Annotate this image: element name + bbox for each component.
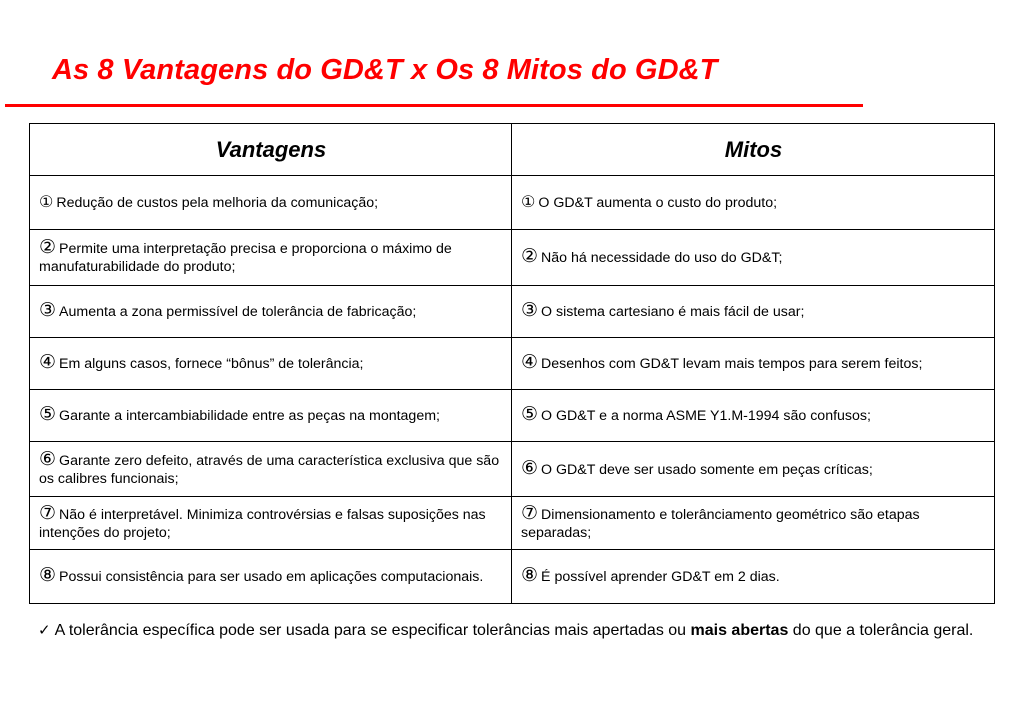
- advantage-cell: [30, 497, 512, 550]
- comparison-table: [29, 123, 995, 604]
- table-row: [30, 338, 995, 390]
- circled-number: ①: [521, 193, 536, 211]
- table-row: [30, 442, 995, 497]
- circled-number: ①: [39, 193, 54, 211]
- advantage-cell: [30, 390, 512, 442]
- circled-number: ⑦: [39, 502, 57, 524]
- header-vantagens: Vantagens: [30, 124, 512, 176]
- circled-number: ②: [39, 237, 57, 258]
- circled-number: ④: [521, 352, 539, 373]
- advantage-text: Permite uma interpretação precisa e proporciona o máximo de manufaturabilidade do produto;: [39, 241, 452, 275]
- advantage-text: Aumenta a zona permissível de tolerância de fabricação;: [59, 304, 417, 320]
- table-row: [30, 390, 995, 442]
- myth-cell: [512, 176, 995, 230]
- advantage-text: Não é interpretável. Minimiza controvérsias e falsas suposições nas intenções do projeto;: [39, 506, 486, 541]
- checkmark-icon: ✓: [38, 621, 51, 639]
- table-row: [30, 286, 995, 338]
- circled-number: ⑥: [39, 448, 57, 470]
- myth-cell: [512, 390, 995, 442]
- circled-number: ②: [521, 246, 539, 267]
- myth-text: É possível aprender GD&T em 2 dias.: [541, 569, 780, 585]
- footnote: [38, 619, 998, 642]
- header-mitos: Mitos: [512, 124, 995, 176]
- advantage-cell: [30, 442, 512, 497]
- advantage-cell: [30, 550, 512, 604]
- myth-text: O GD&T aumenta o custo do produto;: [538, 194, 778, 211]
- myth-cell: [512, 286, 995, 338]
- table-row: [30, 176, 995, 230]
- advantage-text: Garante a intercambiabilidade entre as peças na montagem;: [59, 408, 440, 424]
- title-underline: [5, 104, 863, 107]
- circled-number: ⑧: [521, 565, 539, 586]
- myth-text: O GD&T deve ser usado somente em peças críticas;: [541, 461, 873, 478]
- circled-number: ③: [39, 300, 57, 321]
- advantage-text: Garante zero defeito, através de uma característica exclusiva que são os calibres funcionais;: [39, 452, 500, 487]
- circled-number: ⑤: [39, 404, 57, 425]
- table-header-row: [30, 124, 995, 176]
- myth-text: Desenhos com GD&T levam mais tempos para serem feitos;: [541, 356, 923, 372]
- advantage-text: Possui consistência para ser usado em aplicações computacionais.: [59, 569, 484, 585]
- advantage-cell: [30, 286, 512, 338]
- myth-text: Não há necessidade do uso do GD&T;: [541, 250, 783, 266]
- myth-text: O sistema cartesiano é mais fácil de usar;: [541, 304, 805, 320]
- circled-number: ⑦: [521, 502, 539, 524]
- advantage-cell: [30, 176, 512, 230]
- page-title: As 8 Vantagens do GD&T x Os 8 Mitos do GD&T: [52, 54, 718, 86]
- footnote-text-end: do que a tolerância geral.: [788, 622, 974, 639]
- circled-number: ⑧: [39, 565, 57, 586]
- circled-number: ④: [39, 352, 57, 373]
- myth-cell: [512, 230, 995, 286]
- circled-number: ③: [521, 300, 539, 321]
- myth-text: O GD&T e a norma ASME Y1.M-1994 são confusos;: [541, 408, 871, 424]
- myth-cell: [512, 550, 995, 604]
- myth-cell: [512, 338, 995, 390]
- footnote-text: A tolerância específica pode ser usada para se especificar tolerâncias mais apertadas ou: [54, 622, 691, 639]
- circled-number: ⑥: [521, 457, 539, 479]
- table-row: [30, 230, 995, 286]
- myth-cell: [512, 442, 995, 497]
- myth-cell: [512, 497, 995, 550]
- circled-number: ⑤: [521, 404, 539, 425]
- advantage-cell: [30, 338, 512, 390]
- table-row: [30, 497, 995, 550]
- advantage-cell: [30, 230, 512, 286]
- footnote-bold-text: mais abertas: [690, 622, 789, 639]
- table-row: [30, 550, 995, 604]
- advantage-text: Redução de custos pela melhoria da comunicação;: [56, 194, 379, 211]
- myth-text: Dimensionamento e tolerânciamento geométrico são etapas separadas;: [521, 506, 920, 541]
- advantage-text: Em alguns casos, fornece “bônus” de tolerância;: [59, 356, 364, 372]
